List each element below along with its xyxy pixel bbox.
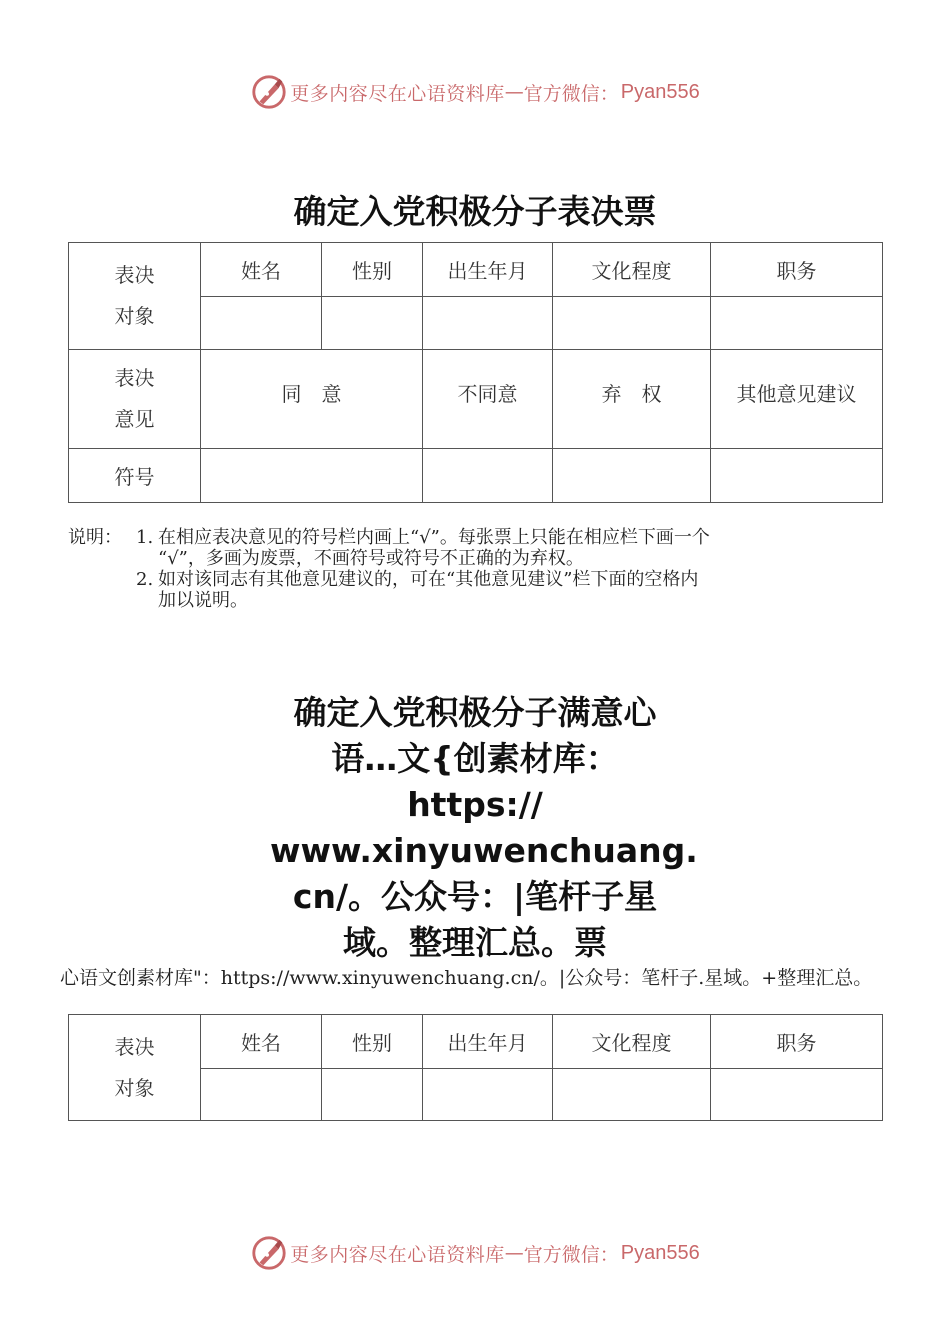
header-position-2: 职务 <box>711 1015 883 1069</box>
note1-line1: 在相应表决意见的符号栏内画上“√”。每张票上只能在相应栏下画一个 <box>158 527 710 548</box>
opinion-other: 其他意见建议 <box>711 350 883 449</box>
name-entry-cell[interactable] <box>201 297 322 350</box>
second-title-line: 语…文{创素材库： <box>331 739 619 778</box>
page-title: 确定入党积极分子表决票 <box>293 192 657 231</box>
gender-entry-cell-2[interactable] <box>322 1069 423 1121</box>
header-birth: 出生年月 <box>423 243 553 297</box>
note1-line2: “√”，多画为废票，不画符号或符号不正确的为弃权。 <box>158 548 584 569</box>
watermark-text: 更多内容尽在心语资料库 <box>290 82 505 105</box>
source-note: 心语文创素材库"：https://www.xinyuwenchuang.cn/。|公众号：笔杆子.星域。+整理汇总。 <box>60 967 873 989</box>
note2-number: 2. <box>136 569 154 590</box>
education-entry-cell[interactable] <box>553 297 711 350</box>
footer-watermark-id: Pyan556 <box>620 1241 700 1264</box>
header-gender-2: 性别 <box>322 1015 423 1069</box>
opinion-abstain: 弃 权 <box>553 350 711 449</box>
birth-entry-cell-2[interactable] <box>423 1069 553 1121</box>
symbol-abstain-cell[interactable] <box>553 449 711 503</box>
target-label-line2-2: 对象 <box>114 1075 155 1100</box>
education-entry-cell-2[interactable] <box>553 1069 711 1121</box>
target-label-cell <box>69 243 201 350</box>
vote-table <box>68 242 883 503</box>
position-entry-cell[interactable] <box>711 297 883 350</box>
birth-entry-cell[interactable] <box>423 297 553 350</box>
opinion-disagree: 不同意 <box>423 350 553 449</box>
gender-entry-cell[interactable] <box>322 297 423 350</box>
note2-line1: 如对该同志有其他意见建议的，可在“其他意见建议”栏下面的空格内 <box>158 569 699 590</box>
footer-watermark <box>0 1233 950 1273</box>
symbol-agree-cell[interactable] <box>201 449 423 503</box>
opinion-label-line2: 意见 <box>114 407 155 431</box>
notes-lead: 说明： <box>68 527 122 548</box>
second-title <box>270 690 698 966</box>
header-watermark <box>0 72 950 112</box>
header-name: 姓名 <box>201 243 322 297</box>
footer-watermark-text: 更多内容尽在心语资料库 <box>290 1243 505 1266</box>
opinion-label-line1: 表决 <box>114 366 155 390</box>
footer-watermark-label: 官方微信： <box>523 1243 619 1266</box>
header-education: 文化程度 <box>553 243 711 297</box>
opinion-agree: 同 意 <box>201 350 423 449</box>
note1-number: 1. <box>136 527 154 548</box>
second-title-line: 确定入党积极分子满意心 <box>293 693 657 732</box>
watermark-id: Pyan556 <box>620 80 700 103</box>
target-label-line2: 对象 <box>114 304 155 328</box>
opinion-label-cell <box>69 350 201 449</box>
header-education-2: 文化程度 <box>553 1015 711 1069</box>
watermark-dash: — <box>504 81 524 103</box>
second-title-line: https:// <box>407 785 543 824</box>
second-title-line: www.xinyuwenchuang. <box>270 831 698 870</box>
position-entry-cell-2[interactable] <box>711 1069 883 1121</box>
second-title-line: cn/。公众号：|笔杆子星 <box>292 877 658 916</box>
pen-logo-icon <box>250 73 288 111</box>
symbol-disagree-cell[interactable] <box>423 449 553 503</box>
pen-logo-icon <box>250 1234 288 1272</box>
symbol-other-cell[interactable] <box>711 449 883 503</box>
header-birth-2: 出生年月 <box>423 1015 553 1069</box>
target-label-line1: 表决 <box>114 263 155 287</box>
note2-line2: 加以说明。 <box>158 590 248 611</box>
target-label-cell-2 <box>69 1015 201 1121</box>
vote-table-2 <box>68 1014 883 1121</box>
symbol-label: 符号 <box>69 449 201 503</box>
target-label-line1-2: 表决 <box>114 1034 155 1059</box>
header-gender: 性别 <box>322 243 423 297</box>
header-name-2: 姓名 <box>201 1015 322 1069</box>
watermark-label: 官方微信： <box>523 82 619 105</box>
name-entry-cell-2[interactable] <box>201 1069 322 1121</box>
footer-watermark-dash: — <box>504 1242 524 1264</box>
instructions <box>68 527 888 611</box>
second-title-line: 域。整理汇总。票 <box>343 923 607 962</box>
header-position: 职务 <box>711 243 883 297</box>
